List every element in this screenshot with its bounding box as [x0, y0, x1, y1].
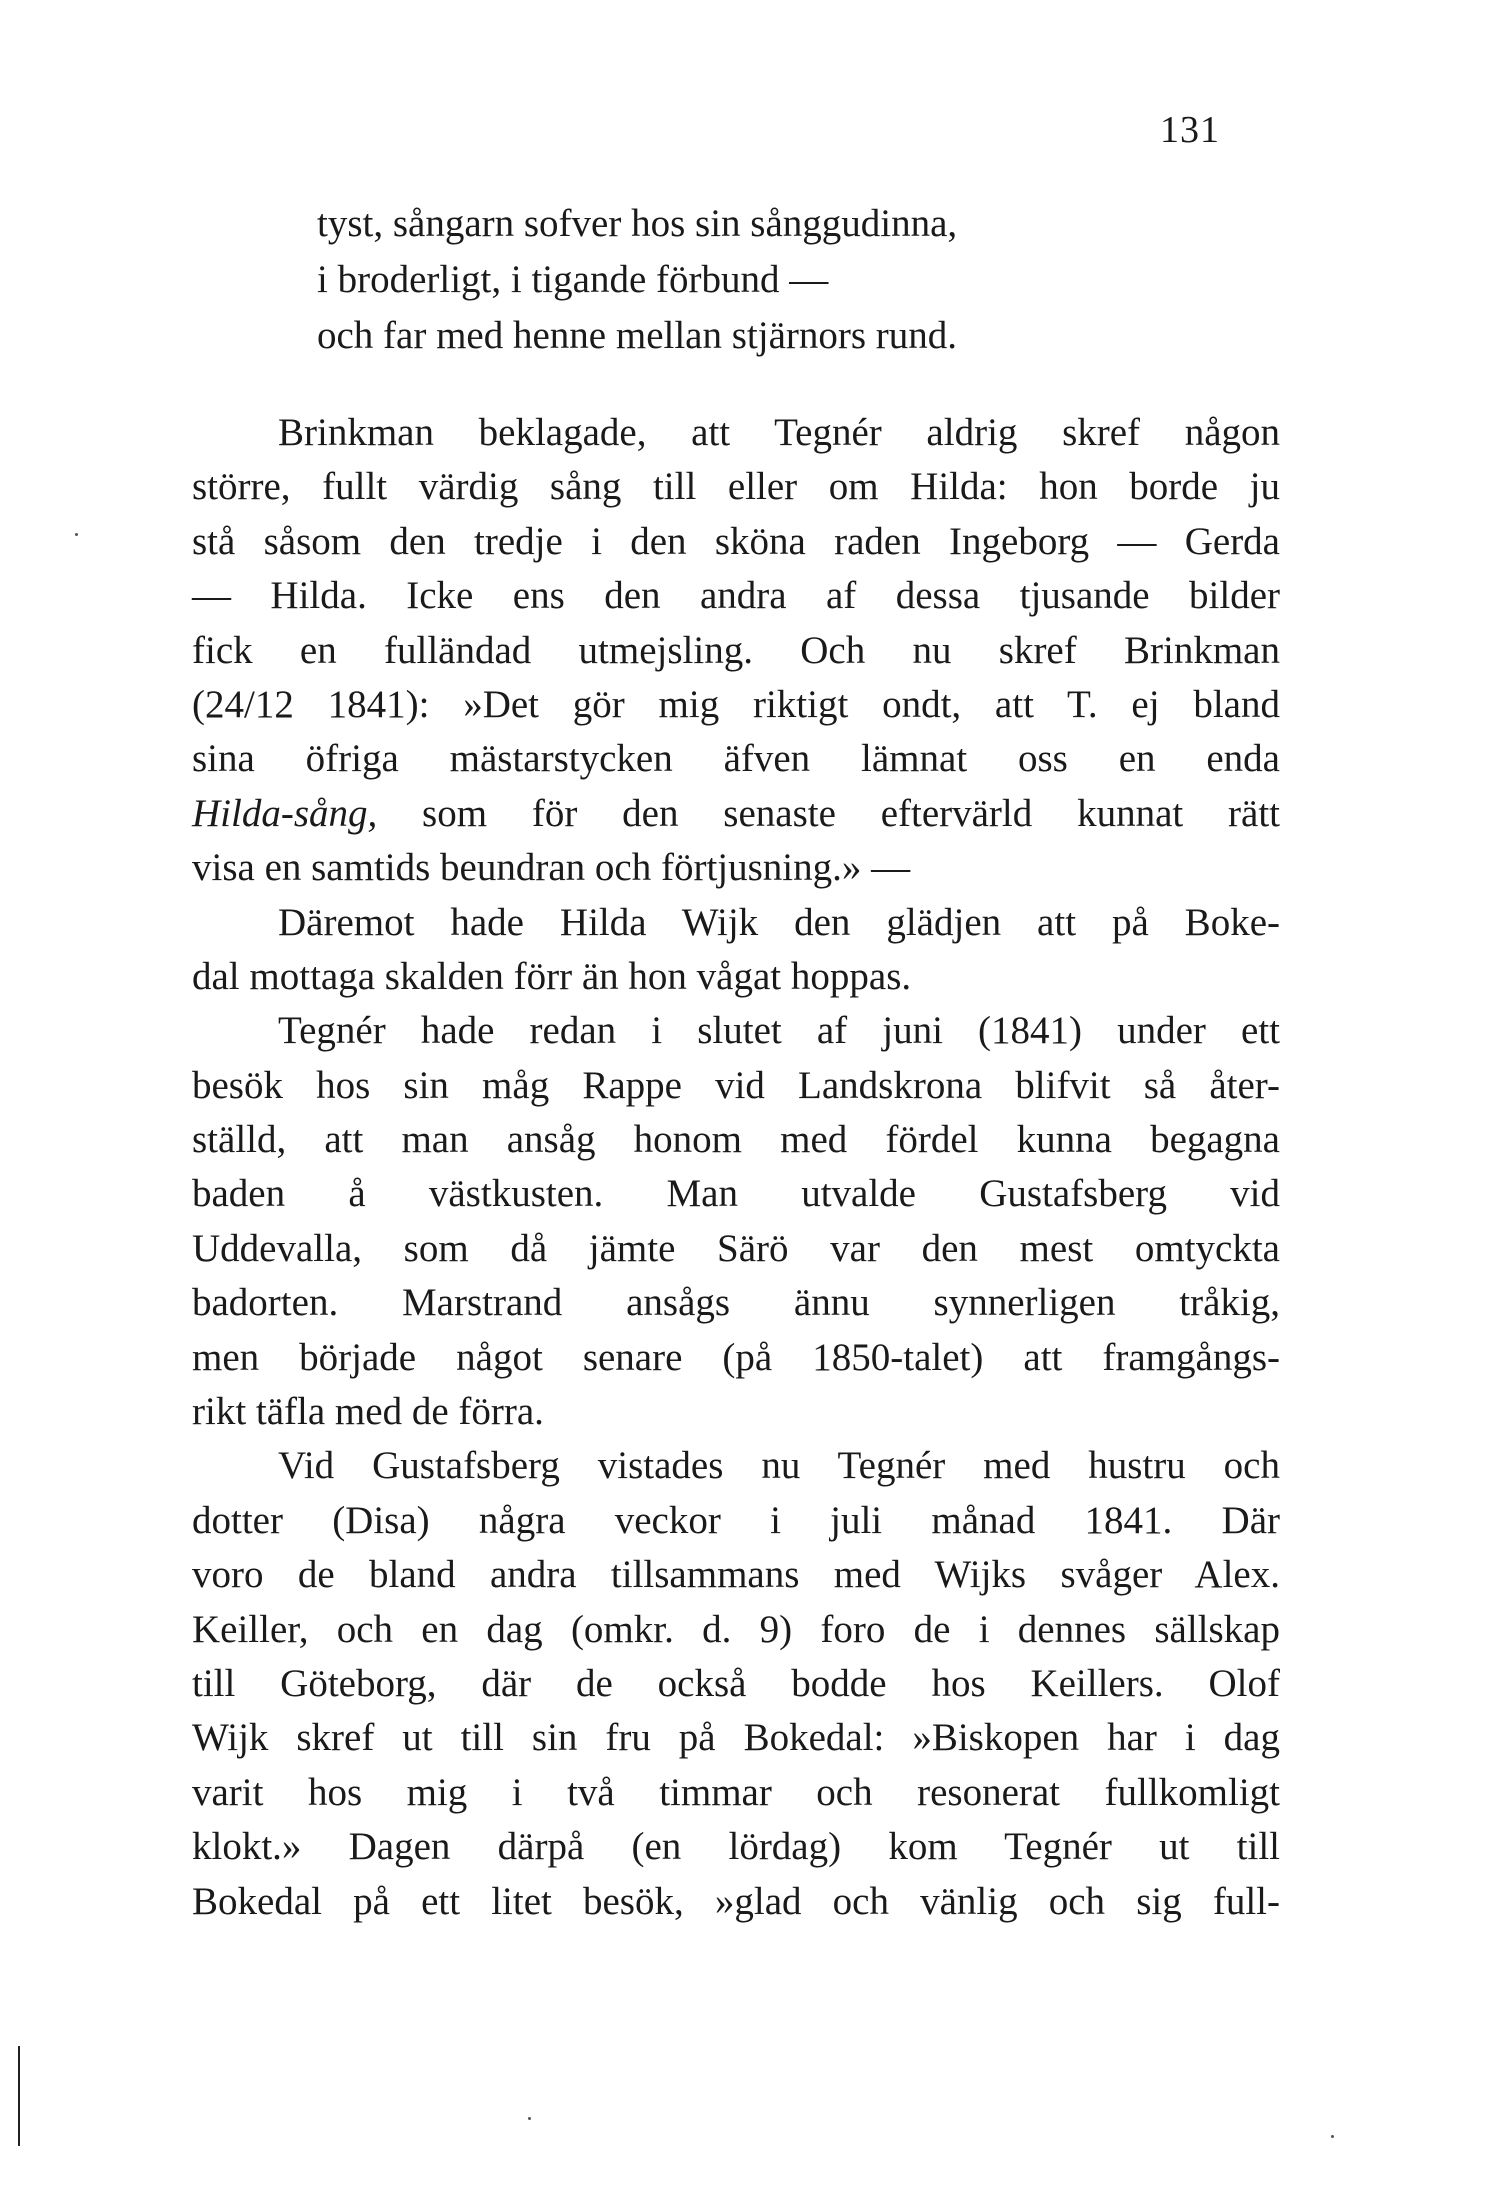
paragraph-line-rest: som för den senaste eftervärld kunnat rätt: [377, 791, 1280, 835]
paragraph-line: Däremot hade Hilda Wijk den glädjen att på Boke-: [278, 900, 1280, 944]
paragraph-line: varit hos mig i två timmar och resonerat fullkomligt: [192, 1770, 1280, 1814]
paragraph-line: ställd, att man ansåg honom med fördel kunna begagna: [192, 1118, 1280, 1162]
verse-line: i broderligt, i tigande förbund —: [317, 258, 829, 301]
paragraph-line: Keiller, och en dag (omkr. d. 9) foro de i dennes sällskap: [192, 1607, 1280, 1651]
verse-line: och far med henne mellan stjärnors rund.: [317, 314, 958, 357]
paragraph-line: Bokedal på ett litet besök, »glad och vänlig och sig full-: [192, 1879, 1280, 1923]
paragraph-line: besök hos sin måg Rappe vid Landskrona blifvit så åter-: [192, 1063, 1280, 1107]
paragraph-line: Vid Gustafsberg vistades nu Tegnér med hustru och: [278, 1444, 1280, 1488]
paragraph-line: Brinkman beklagade, att Tegnér aldrig skref någon: [278, 411, 1280, 454]
paragraph-line: — Hilda. Icke ens den andra af dessa tjusande bilder: [192, 574, 1280, 618]
paragraph-line: Wijk skref ut till sin fru på Bokedal: »Biskopen har i dag: [192, 1716, 1280, 1760]
paragraph-line: stå såsom den tredje i den sköna raden Ingeborg — Gerda: [192, 519, 1280, 563]
paragraph-line: rikt täfla med de förra.: [192, 1390, 544, 1434]
paragraph-line: Uddevalla, som då jämte Särö var den mest omtyckta: [192, 1226, 1280, 1270]
scan-speck: [528, 2117, 531, 2120]
paragraph-line: badorten. Marstrand ansågs ännu synnerligen tråkig,: [192, 1281, 1280, 1325]
paragraph-line: till Göteborg, där de också bodde hos Keillers. Olof: [192, 1661, 1280, 1705]
paragraph-line: visa en samtids beundran och förtjusning.» —: [192, 846, 911, 890]
paragraph-line: dal mottaga skalden förr än hon vågat hoppas.: [192, 954, 912, 998]
verse-line: tyst, sångarn sofver hos sin sånggudinna,: [317, 202, 958, 245]
scan-margin-mark: [18, 2046, 20, 2146]
paragraph-line: men började något senare (på 1850-talet) att framgångs-: [192, 1335, 1280, 1379]
paragraph-line: baden å västkusten. Man utvalde Gustafsberg vid: [192, 1172, 1280, 1216]
paragraph-line: klokt.» Dagen därpå (en lördag) kom Tegnér ut till: [192, 1825, 1280, 1869]
page-number: 131: [1160, 109, 1220, 151]
paragraph-line: (24/12 1841): »Det gör mig riktigt ondt, att T. ej bland: [192, 682, 1280, 726]
paragraph-line: [192, 787, 1280, 841]
paragraph-line: fick en fulländad utmejsling. Och nu skref Brinkman: [192, 628, 1280, 672]
italic-title: Hilda-sång,: [192, 791, 378, 835]
paragraph-line: dotter (Disa) några veckor i juli månad 1841. Där: [192, 1498, 1280, 1542]
verse-block: [317, 196, 957, 364]
prose-body: [192, 406, 1280, 1929]
scan-speck: [75, 533, 78, 536]
paragraph-line: sina öfriga mästarstycken äfven lämnat oss en enda: [192, 737, 1280, 781]
paragraph-line: voro de bland andra tillsammans med Wijks svåger Alex.: [192, 1553, 1280, 1597]
scan-speck: [1331, 2135, 1334, 2138]
paragraph-line: större, fullt värdig sång till eller om Hilda: hon borde ju: [192, 465, 1280, 509]
paragraph-line: Tegnér hade redan i slutet af juni (1841) under ett: [278, 1009, 1280, 1053]
